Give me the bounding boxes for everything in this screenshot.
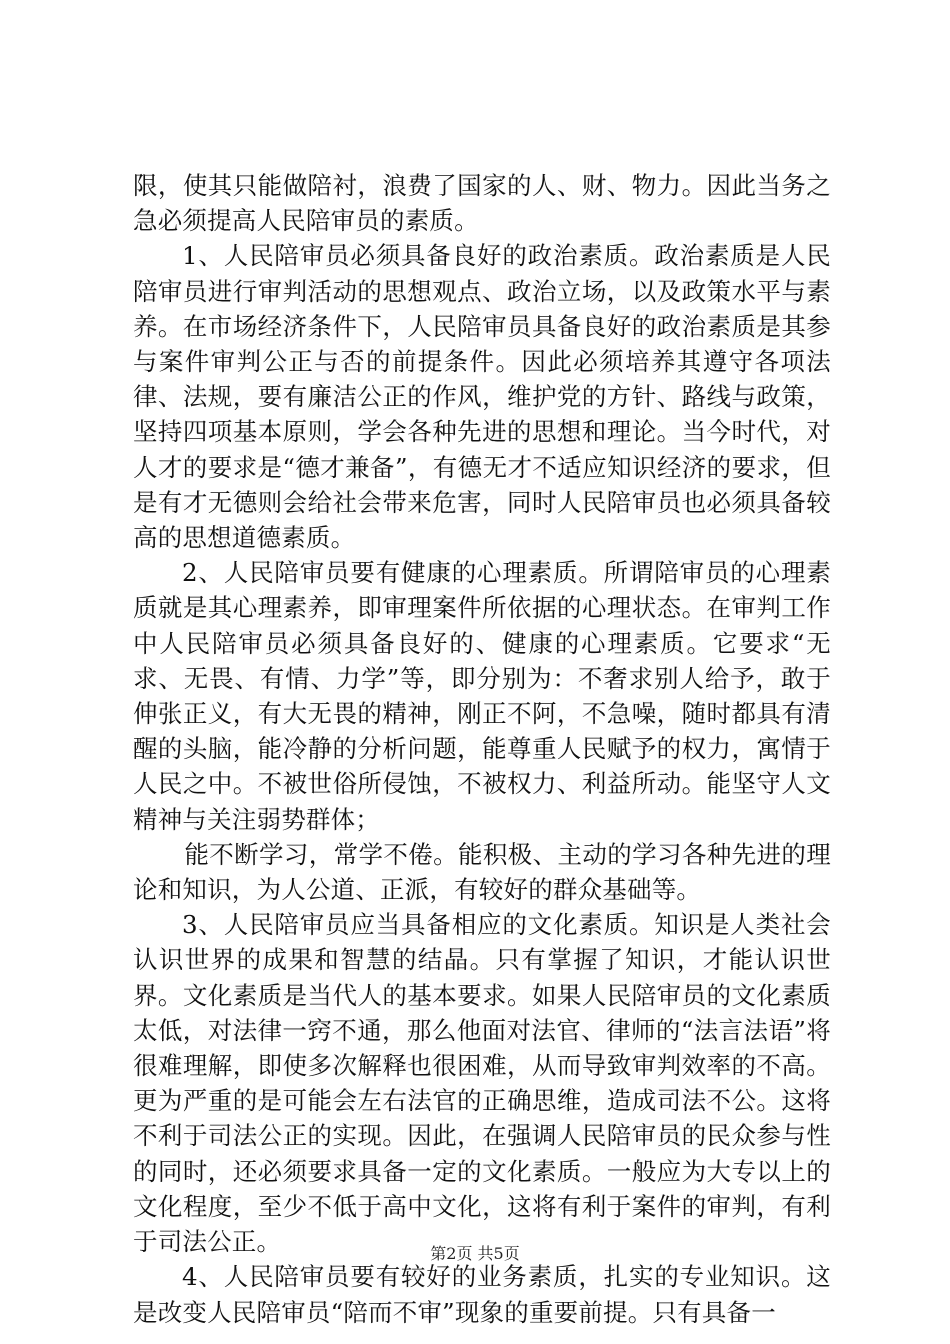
page-number-footer: 第2页 共5页 <box>430 1244 520 1263</box>
document-body <box>133 168 831 1330</box>
paragraph-professional-quality: 4、人民陪审员要有较好的业务素质，扎实的专业知识。这是改变人民陪审员“陪而不审”现象的重要前提。只有具备一 <box>133 1262 831 1327</box>
paragraph-continuous-learning: 能不断学习，常学不倦。能积极、主动的学习各种先进的理论和知识，为人公道、正派，有较好的群众基础等。 <box>133 839 831 905</box>
paragraph-cultural-quality: 3、人民陪审员应当具备相应的文化素质。知识是人类社会认识世界的成果和智慧的结晶。只有掌握了知识，才能认识世界。文化素质是当代人的基本要求。如果人民陪审员的文化素质太低，对法律一窍不通，那么他面对法官、律师的“法言法语”将很难理解，即使多次解释也很困难，从而导致审判效率的不高。更为严重的是可能会左右法官的正确思维，造成司法不公。这将不利于司法公正的实现。因此，在强调人民陪审员的民众参与性的同时，还必须要求具备一定的文化素质。一般应为大专以上的文化程度，至少不低于高中文化，这将有利于案件的审判，有利于司法公正。 <box>133 910 831 1257</box>
paragraph-psychological-quality: 2、人民陪审员要有健康的心理素质。所谓陪审员的心理素质就是其心理素养，即审理案件所依据的心理状态。在审判工作中人民陪审员必须具备良好的、健康的心理素质。它要求“无求、无畏、有情、力学”等，即分别为：不奢求别人给予，敢于伸张正义，有大无畏的精神，刚正不阿，不急噪，随时都具有清醒的头脑，能冷静的分析问题，能尊重人民赋予的权力，寓情于人民之中。不被世俗所侵蚀，不被权力、利益所动。能坚守人文精神与关注弱势群体； <box>133 558 831 834</box>
paragraph-continuation: 限，使其只能做陪衬，浪费了国家的人、财、物力。因此当务之急必须提高人民陪审员的素质。 <box>133 171 831 236</box>
paragraph-political-quality: 1、人民陪审员必须具备良好的政治素质。政治素质是人民陪审员进行审判活动的思想观点、政治立场，以及政策水平与素养。在市场经济条件下，人民陪审员具备良好的政治素质是其参与案件审判公正与否的前提条件。因此必须培养其遵守各项法律、法规，要有廉洁公正的作风，维护党的方针、路线与政策，坚持四项基本原则，学会各种先进的思想和理论。当今时代，对人才的要求是“德才兼备”，有德无才不适应知识经济的要求，但是有才无德则会给社会带来危害，同时人民陪审员也必须具备较高的思想道德素质。 <box>133 241 831 553</box>
